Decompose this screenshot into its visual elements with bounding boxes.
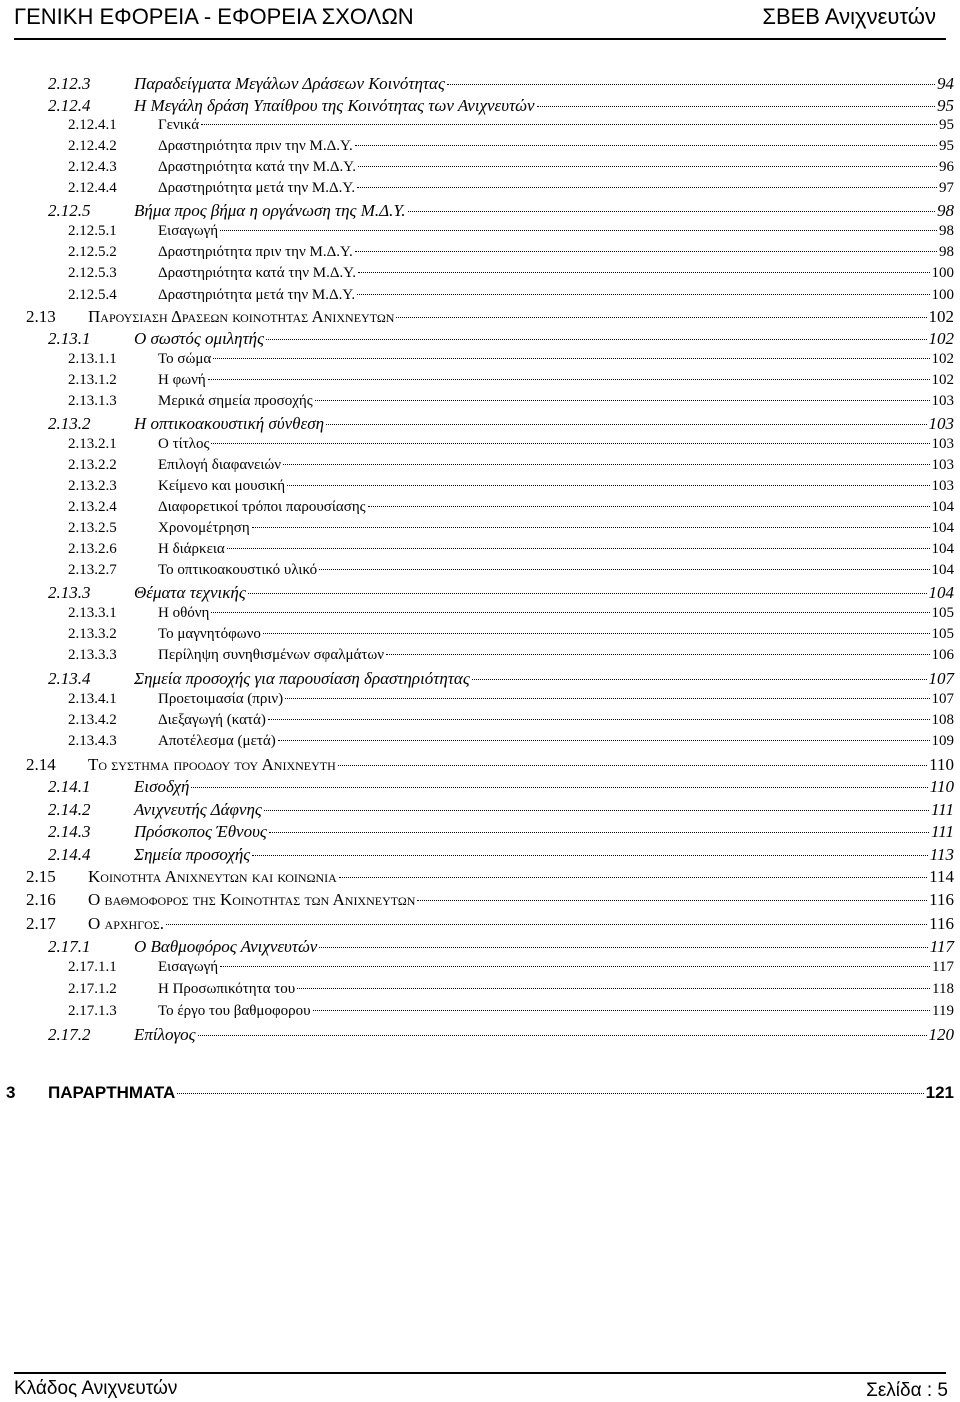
toc-entry-page: 114 [929,867,954,886]
toc-entry-number: 2.14.1 [48,777,91,796]
toc-entry-number: 2.13.4 [48,669,91,688]
toc-entry-page: 119 [932,1003,954,1019]
toc-entry-page: 100 [931,265,954,281]
toc-entry-number: 2.12.5.4 [68,287,117,303]
toc-entry[interactable] [48,96,954,118]
toc-entry-title: Εισαγωγή [158,959,219,975]
toc-entry-number: 2.13.2.4 [68,499,117,515]
toc-entry[interactable] [68,712,954,734]
toc-entry[interactable] [68,436,954,458]
toc-entry-page: 103 [931,393,954,409]
toc-entry-page: 116 [929,914,954,933]
toc-entry-number: 2.13.4.1 [68,691,117,707]
toc-entry[interactable] [68,457,954,479]
toc-entry-number: 2.17.1 [48,937,91,956]
toc-entry-page: 102 [928,307,954,326]
dot-leader [198,1035,927,1036]
toc-entry-number: 2.17 [26,914,56,933]
toc-entry-title: Παρουσιαση Δρασεων κοινοτητασ Ανιχνευτων [88,307,395,326]
footer-section: Κλάδος Ανιχνευτών [14,1378,178,1399]
dot-leader [211,612,929,613]
toc-entry-page: 117 [932,959,954,975]
dot-leader [208,379,930,380]
toc-entry-page: 102 [928,329,954,348]
toc-entry-title: Ο σωστός ομιλητής [134,329,264,348]
toc-entry-title: Δραστηριότητα πριν την Μ.Δ.Υ. [158,138,353,154]
toc-entry-page: 102 [931,351,954,367]
dot-leader [357,294,929,295]
toc-entry-page: 107 [928,669,954,688]
toc-entry[interactable] [68,265,954,287]
toc-entry-page: 104 [931,541,954,557]
toc-entry[interactable] [68,1003,954,1025]
toc-entry-title: Βήμα προς βήμα η οργάνωση της Μ.Δ.Υ. [134,201,406,220]
dot-leader [252,855,928,856]
dot-leader [227,548,930,549]
toc-entry[interactable] [48,414,954,436]
toc-entry-title: Η διάρκεια [158,541,225,557]
toc-entry-page: 103 [931,478,954,494]
toc-entry-title: Δραστηριότητα κατά την Μ.Δ.Υ. [158,159,357,175]
toc-entry-title: Πρόσκοπος Έθνους [134,822,267,841]
toc-entry-title: Δραστηριότητα μετά την Μ.Δ.Υ. [158,180,356,196]
toc-entry-page: 103 [928,414,954,433]
toc-entry-page: 111 [931,800,954,819]
toc-entry-number: 2.13.3.2 [68,626,117,642]
toc-entry-title: Γενικά [158,117,200,133]
toc-entry-page: 105 [931,626,954,642]
toc-entry-number: 2.13.1.3 [68,393,117,409]
toc-entry-number: 2.14 [26,755,56,774]
toc-entry-number: 2.17.1.2 [68,981,117,997]
toc-entry-page: 104 [931,520,954,536]
toc-entry-number: 2.12.5 [48,201,91,220]
toc-entry[interactable] [68,138,954,160]
toc-entry-number: 2.12.4.4 [68,180,117,196]
toc-entry[interactable] [68,180,954,202]
toc-entry-title: Θέματα τεχνικής [134,583,246,602]
toc-entry-page: 104 [928,583,954,602]
dot-leader [269,832,929,833]
footer-rule [14,1372,946,1374]
dot-leader [263,633,930,634]
toc-entry[interactable] [68,478,954,500]
toc-entry-number: 2.13.1.2 [68,372,117,388]
toc-entry-number: 2.13.2.6 [68,541,117,557]
toc-entry-title: Χρονομέτρηση [158,520,250,536]
toc-entry-number: 2.13.3 [48,583,91,602]
toc-entry[interactable] [68,159,954,181]
toc-entry-page: 116 [929,890,954,909]
toc-entry-title: Η φωνή [158,372,206,388]
toc-entry-title: ΠΑΡΑΡΤΗΜΑΤΑ [48,1083,176,1102]
dot-leader [313,1010,931,1011]
toc-entry-title: Διεξαγωγή (κατά) [158,712,266,728]
toc-entry[interactable] [68,647,954,669]
dot-leader [266,339,927,340]
toc-entry-page: 100 [931,287,954,303]
toc-entry-title: Ο τίτλος [158,436,210,452]
dot-leader [447,84,935,85]
dot-leader [386,654,929,655]
toc-entry-title: Προετοιμασία (πριν) [158,691,284,707]
toc-entry-number: 2.12.4.1 [68,117,117,133]
toc-entry-title: Σημεία προσοχής [134,845,251,864]
toc-entry[interactable] [48,329,954,351]
dot-leader [166,924,927,925]
dot-leader [357,187,937,188]
toc-entry[interactable] [6,1083,954,1105]
toc-entry-title: Ανιχνευτής Δάφνης [134,800,262,819]
dot-leader [472,679,927,680]
dot-leader [201,124,937,125]
toc-entry-title: Μερικά σημεία προσοχής [158,393,313,409]
header-title: ΣΒΕΒ Ανιχνευτών [762,4,936,29]
dot-leader [220,966,930,967]
toc-entry-page: 97 [939,180,954,196]
toc-entry[interactable] [26,307,954,329]
toc-entry-page: 103 [931,457,954,473]
dot-leader [408,211,935,212]
toc-entry[interactable] [68,959,954,981]
toc-entry-title: Δραστηριότητα πριν την Μ.Δ.Υ. [158,244,353,260]
toc-entry-title: Το σώμα [158,351,212,367]
dot-leader [355,145,937,146]
toc-entry-page: 98 [939,244,954,260]
toc-entry[interactable] [26,890,954,912]
toc-entry-number: 2.12.4.2 [68,138,117,154]
toc-entry[interactable] [68,351,954,373]
toc-entry-title: Εισοδχή [134,777,190,796]
toc-entry-title: Περίληψη συνηθισμένων σφαλμάτων [158,647,385,663]
toc-entry-page: 117 [929,937,954,956]
toc-entry-page: 108 [931,712,954,728]
toc-entry-title: Η Μεγάλη δράση Υπαίθρου της Κοινότητας των Ανιχνευτών [134,96,535,115]
toc-entry[interactable] [68,541,954,563]
toc-entry-number: 2.17.1.1 [68,959,117,975]
toc-entry[interactable] [48,845,954,867]
toc-entry[interactable] [68,626,954,648]
toc-entry[interactable] [68,287,954,309]
toc-entry[interactable] [68,733,954,755]
dot-leader [248,593,927,594]
toc-entry-number: 2.14.4 [48,845,91,864]
toc-entry-title: Το συστημα προοδου του Ανιχνευτη [88,755,336,774]
dot-leader [315,400,930,401]
dot-leader [211,443,929,444]
toc-entry[interactable] [68,372,954,394]
toc-entry-title: Το έργο του βαθμοφορου [158,1003,311,1019]
toc-entry[interactable] [68,605,954,627]
toc-entry-page: 94 [937,74,954,93]
toc-entry[interactable] [68,117,954,139]
toc-entry-number: 2.17.2 [48,1025,91,1044]
toc-entry-page: 104 [931,499,954,515]
toc-entry-number: 2.12.5.2 [68,244,117,260]
dot-leader [338,765,927,766]
toc-entry-title: Επίλογος [134,1025,196,1044]
toc-entry-page: 95 [939,138,954,154]
dot-leader [319,569,929,570]
dot-leader [339,877,927,878]
toc-entry-page: 96 [939,159,954,175]
toc-entry-number: 2.12.4.3 [68,159,117,175]
dot-leader [278,740,930,741]
toc-entry-title: Επιλογή διαφανειών [158,457,282,473]
dot-leader [368,506,930,507]
toc-entry-page: 107 [931,691,954,707]
toc-entry-title: Ο αρχηγοσ. [88,914,165,933]
toc-entry-page: 110 [929,755,954,774]
toc-entry-number: 2.12.5.1 [68,223,117,239]
toc-entry-title: Ο βαθμοφορος της Κοινοτητας των Ανιχνευτων [88,890,416,909]
toc-entry[interactable] [26,755,954,777]
toc-entry-number: 2.13.2.2 [68,457,117,473]
toc-entry-page: 120 [928,1025,954,1044]
toc-entry-page: 121 [925,1083,954,1102]
toc-entry-page: 113 [929,845,954,864]
toc-entry[interactable] [68,393,954,415]
toc-entry-title: Σημεία προσοχής για παρουσίαση δραστηριότητας [134,669,470,688]
toc-entry[interactable] [48,74,954,96]
toc-entry[interactable] [48,201,954,223]
toc-entry-number: 2.16 [26,890,56,909]
footer-page-number: Σελίδα : 5 [866,1380,948,1401]
toc-entry-number: 2.14.3 [48,822,91,841]
toc-entry-number: 2.13.2.7 [68,562,117,578]
toc-entry-page: 104 [931,562,954,578]
dot-leader [297,988,930,989]
toc-entry-title: Κοινοτητα Ανιχνευτων και κοινωνια [88,867,337,886]
header-rule [14,38,946,40]
dot-leader [537,106,935,107]
toc-entry-page: 98 [937,201,954,220]
toc-entry-page: 118 [932,981,954,997]
toc-entry-title: Η οπτικοακουστική σύνθεση [134,414,325,433]
dot-leader [191,787,927,788]
toc-entry-page: 111 [931,822,954,841]
toc-entry-number: 2.13.3.1 [68,605,117,621]
toc-entry-number: 2.12.4 [48,96,91,115]
toc-entry-title: Ο Βαθμοφόρος Ανιχνευτών [134,937,318,956]
dot-leader [355,251,937,252]
toc-entry-page: 103 [931,436,954,452]
toc-entry-number: 2.13.1.1 [68,351,117,367]
toc-entry-number: 3 [6,1083,16,1102]
toc-entry[interactable] [68,223,954,245]
toc-entry-title: Κείμενο και μουσική [158,478,286,494]
page-header [0,0,960,40]
toc-entry[interactable] [68,244,954,266]
toc-entry-title: Η οθόνη [158,605,210,621]
toc-entry-number: 2.13.2.5 [68,520,117,536]
toc-entry[interactable] [48,1025,954,1047]
toc-entry-number: 2.14.2 [48,800,91,819]
dot-leader [396,317,926,318]
dot-leader [287,485,929,486]
toc-entry-number: 2.12.3 [48,74,91,93]
toc-entry-number: 2.13 [26,307,56,326]
dot-leader [264,810,929,811]
toc-entry-number: 2.13.2.3 [68,478,117,494]
dot-leader [358,272,929,273]
dot-leader [177,1093,923,1094]
toc-entry[interactable] [48,822,954,844]
toc-entry-page: 95 [937,96,954,115]
toc-entry-page: 106 [931,647,954,663]
toc-entry[interactable] [48,669,954,691]
toc-entry-title: Εισαγωγή [158,223,219,239]
toc-entry-number: 2.13.2.1 [68,436,117,452]
header-organization: ΓΕΝΙΚΗ ΕΦΟΡΕΙΑ - ΕΦΟΡΕΙΑ ΣΧΟΛΩΝ [14,4,414,29]
toc-entry[interactable] [48,937,954,959]
page-footer [0,1378,960,1402]
toc-entry-page: 98 [939,223,954,239]
toc-entry[interactable] [68,981,954,1003]
toc-entry-title: Το οπτικοακουστικό υλικό [158,562,318,578]
dot-leader [252,527,930,528]
toc-entry-number: 2.17.1.3 [68,1003,117,1019]
dot-leader [213,358,929,359]
toc-entry[interactable] [26,867,954,889]
toc-entry-number: 2.15 [26,867,56,886]
toc-entry-title: Παραδείγματα Μεγάλων Δράσεων Κοινότητας [134,74,445,93]
toc-entry-number: 2.13.2 [48,414,91,433]
toc-entry-number: 2.13.4.3 [68,733,117,749]
dot-leader [285,698,929,699]
dot-leader [283,464,929,465]
toc-entry-page: 102 [931,372,954,388]
toc-entry-page: 110 [929,777,954,796]
toc-entry-title: Η Προσωπικότητα του [158,981,296,997]
toc-entry[interactable] [68,520,954,542]
toc-entry[interactable] [68,499,954,521]
toc-entry[interactable] [48,800,954,822]
toc-entry-title: Το μαγνητόφωνο [158,626,261,642]
toc-entry[interactable] [68,562,954,584]
toc-entry-page: 109 [931,733,954,749]
dot-leader [319,947,927,948]
toc-entry-page: 105 [931,605,954,621]
toc-entry[interactable] [68,691,954,713]
toc-entry-number: 2.13.1 [48,329,91,348]
toc-entry-title: Δραστηριότητα μετά την Μ.Δ.Υ. [158,287,356,303]
dot-leader [417,900,927,901]
toc-entry[interactable] [26,914,954,936]
dot-leader [326,424,926,425]
dot-leader [268,719,930,720]
toc-entry[interactable] [48,777,954,799]
toc-entry-title: Δραστηριότητα κατά την Μ.Δ.Υ. [158,265,357,281]
toc-entry-page: 95 [939,117,954,133]
toc-entry[interactable] [48,583,954,605]
toc-entry-number: 2.13.4.2 [68,712,117,728]
toc-entry-title: Διαφορετικοί τρόποι παρουσίασης [158,499,366,515]
toc-entry-number: 2.13.3.3 [68,647,117,663]
toc-entry-title: Αποτέλεσμα (μετά) [158,733,276,749]
toc-entry-number: 2.12.5.3 [68,265,117,281]
dot-leader [358,166,937,167]
dot-leader [220,230,937,231]
